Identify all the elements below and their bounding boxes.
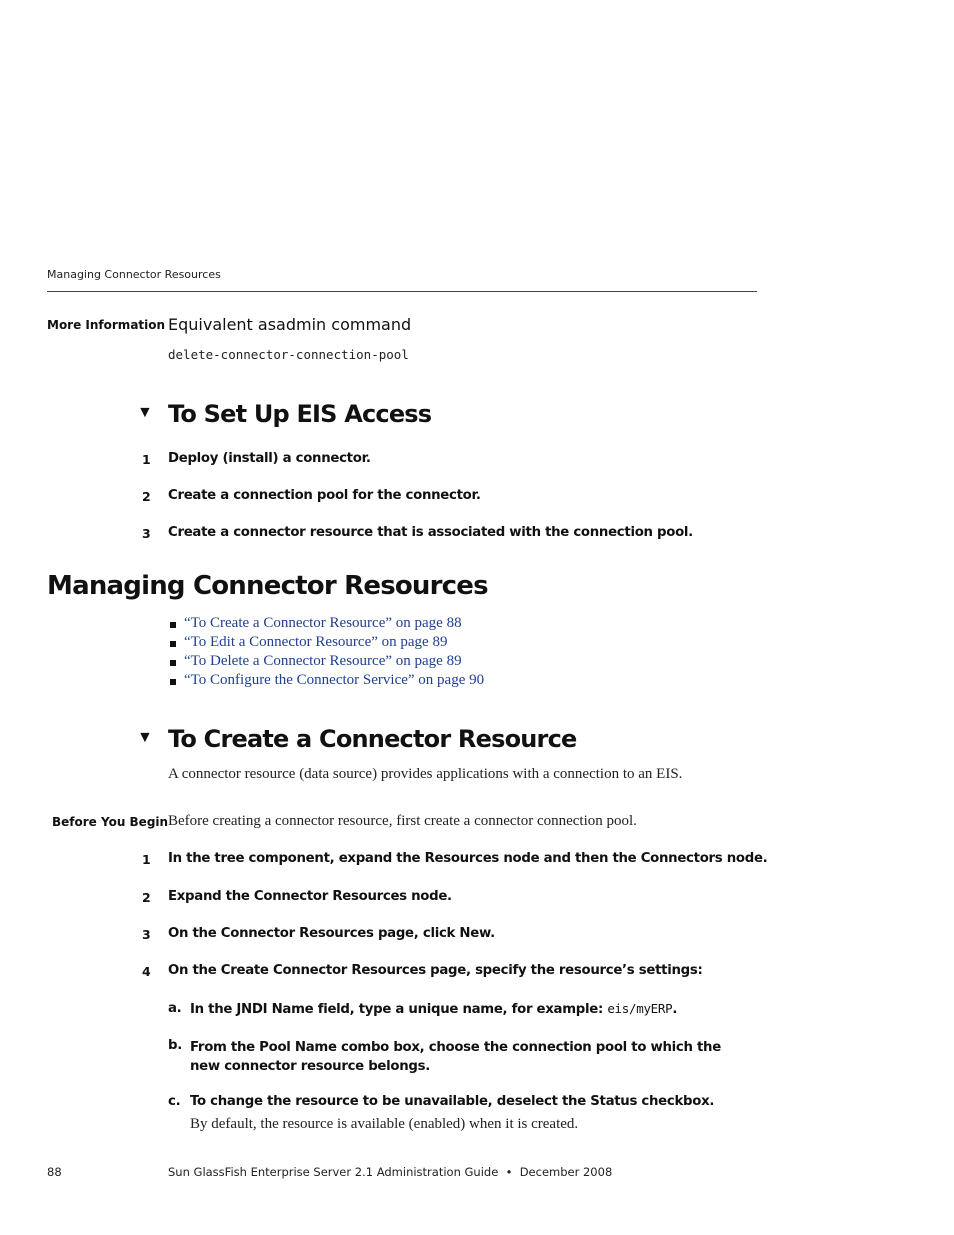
step-number: 4 <box>142 964 151 979</box>
jndi-example-code: eis/myERP <box>607 1001 673 1016</box>
footer-separator: • <box>505 1165 513 1179</box>
before-you-begin-label: Before You Begin <box>52 815 169 829</box>
bullet-icon <box>170 622 176 628</box>
substep-c-note: By default, the resource is available (enabled) when it is created. <box>190 1116 579 1132</box>
create-resource-heading: To Create a Connector Resource <box>168 725 577 753</box>
footer-text <box>168 1165 612 1179</box>
create-step-text: In the tree component, expand the Resources node and then the Connectors node. <box>168 851 768 866</box>
bullet-icon <box>170 679 176 685</box>
step-number: 3 <box>142 927 151 942</box>
bullet-icon <box>170 641 176 647</box>
page-number: 88 <box>47 1165 62 1179</box>
more-information-title: Equivalent asadmin command <box>168 315 412 334</box>
step-number: 2 <box>142 890 151 905</box>
bullet-icon <box>170 660 176 666</box>
eis-step-text: Deploy (install) a connector. <box>168 451 371 466</box>
substep-a-text <box>190 1001 677 1017</box>
link-edit-connector-resource[interactable]: “To Edit a Connector Resource” on page 89 <box>184 634 448 650</box>
substep-label: b. <box>168 1038 182 1053</box>
substep-a-end: . <box>672 1002 678 1017</box>
create-resource-intro: A connector resource (data source) provides applications with a connection to an EIS. <box>168 766 683 782</box>
substep-label: c. <box>168 1094 181 1109</box>
eis-step-text: Create a connector resource that is associated with the connection pool. <box>168 525 693 540</box>
procedure-triangle-icon: ▼ <box>137 404 153 421</box>
link-create-connector-resource[interactable]: “To Create a Connector Resource” on page 88 <box>184 615 462 631</box>
create-step-text: On the Connector Resources page, click New. <box>168 926 495 941</box>
step-number: 2 <box>142 489 151 504</box>
before-you-begin-text: Before creating a connector resource, first create a connector connection pool. <box>168 813 637 829</box>
link-configure-connector-service[interactable]: “To Configure the Connector Service” on page 90 <box>184 672 485 688</box>
step-number: 1 <box>142 852 151 867</box>
header-divider <box>47 291 757 292</box>
more-information-label: More Information <box>47 318 166 332</box>
running-header: Managing Connector Resources <box>47 268 221 281</box>
substep-b-text: From the Pool Name combo box, choose the connection pool to which the new connector resource belongs. <box>190 1040 721 1074</box>
create-step-text: Expand the Connector Resources node. <box>168 889 452 904</box>
link-delete-connector-resource[interactable]: “To Delete a Connector Resource” on page 89 <box>184 653 462 669</box>
create-step-text: On the Create Connector Resources page, specify the resource’s settings: <box>168 963 703 978</box>
eis-step-text: Create a connection pool for the connector. <box>168 488 481 503</box>
step-number: 3 <box>142 526 151 541</box>
book-title: Sun GlassFish Enterprise Server 2.1 Administration Guide <box>168 1165 499 1179</box>
step-number: 1 <box>142 452 151 467</box>
publication-date: December 2008 <box>519 1165 613 1179</box>
substep-a-instruction: In the JNDI Name field, type a unique name, for example: <box>190 1002 608 1017</box>
procedure-triangle-icon: ▼ <box>137 729 153 746</box>
asadmin-command: delete-connector-connection-pool <box>168 347 409 362</box>
substep-c-text: To change the resource to be unavailable, deselect the Status checkbox. <box>190 1094 715 1109</box>
section-heading: Managing Connector Resources <box>47 571 488 601</box>
substep-label: a. <box>168 1001 182 1016</box>
eis-access-heading: To Set Up EIS Access <box>168 400 432 428</box>
